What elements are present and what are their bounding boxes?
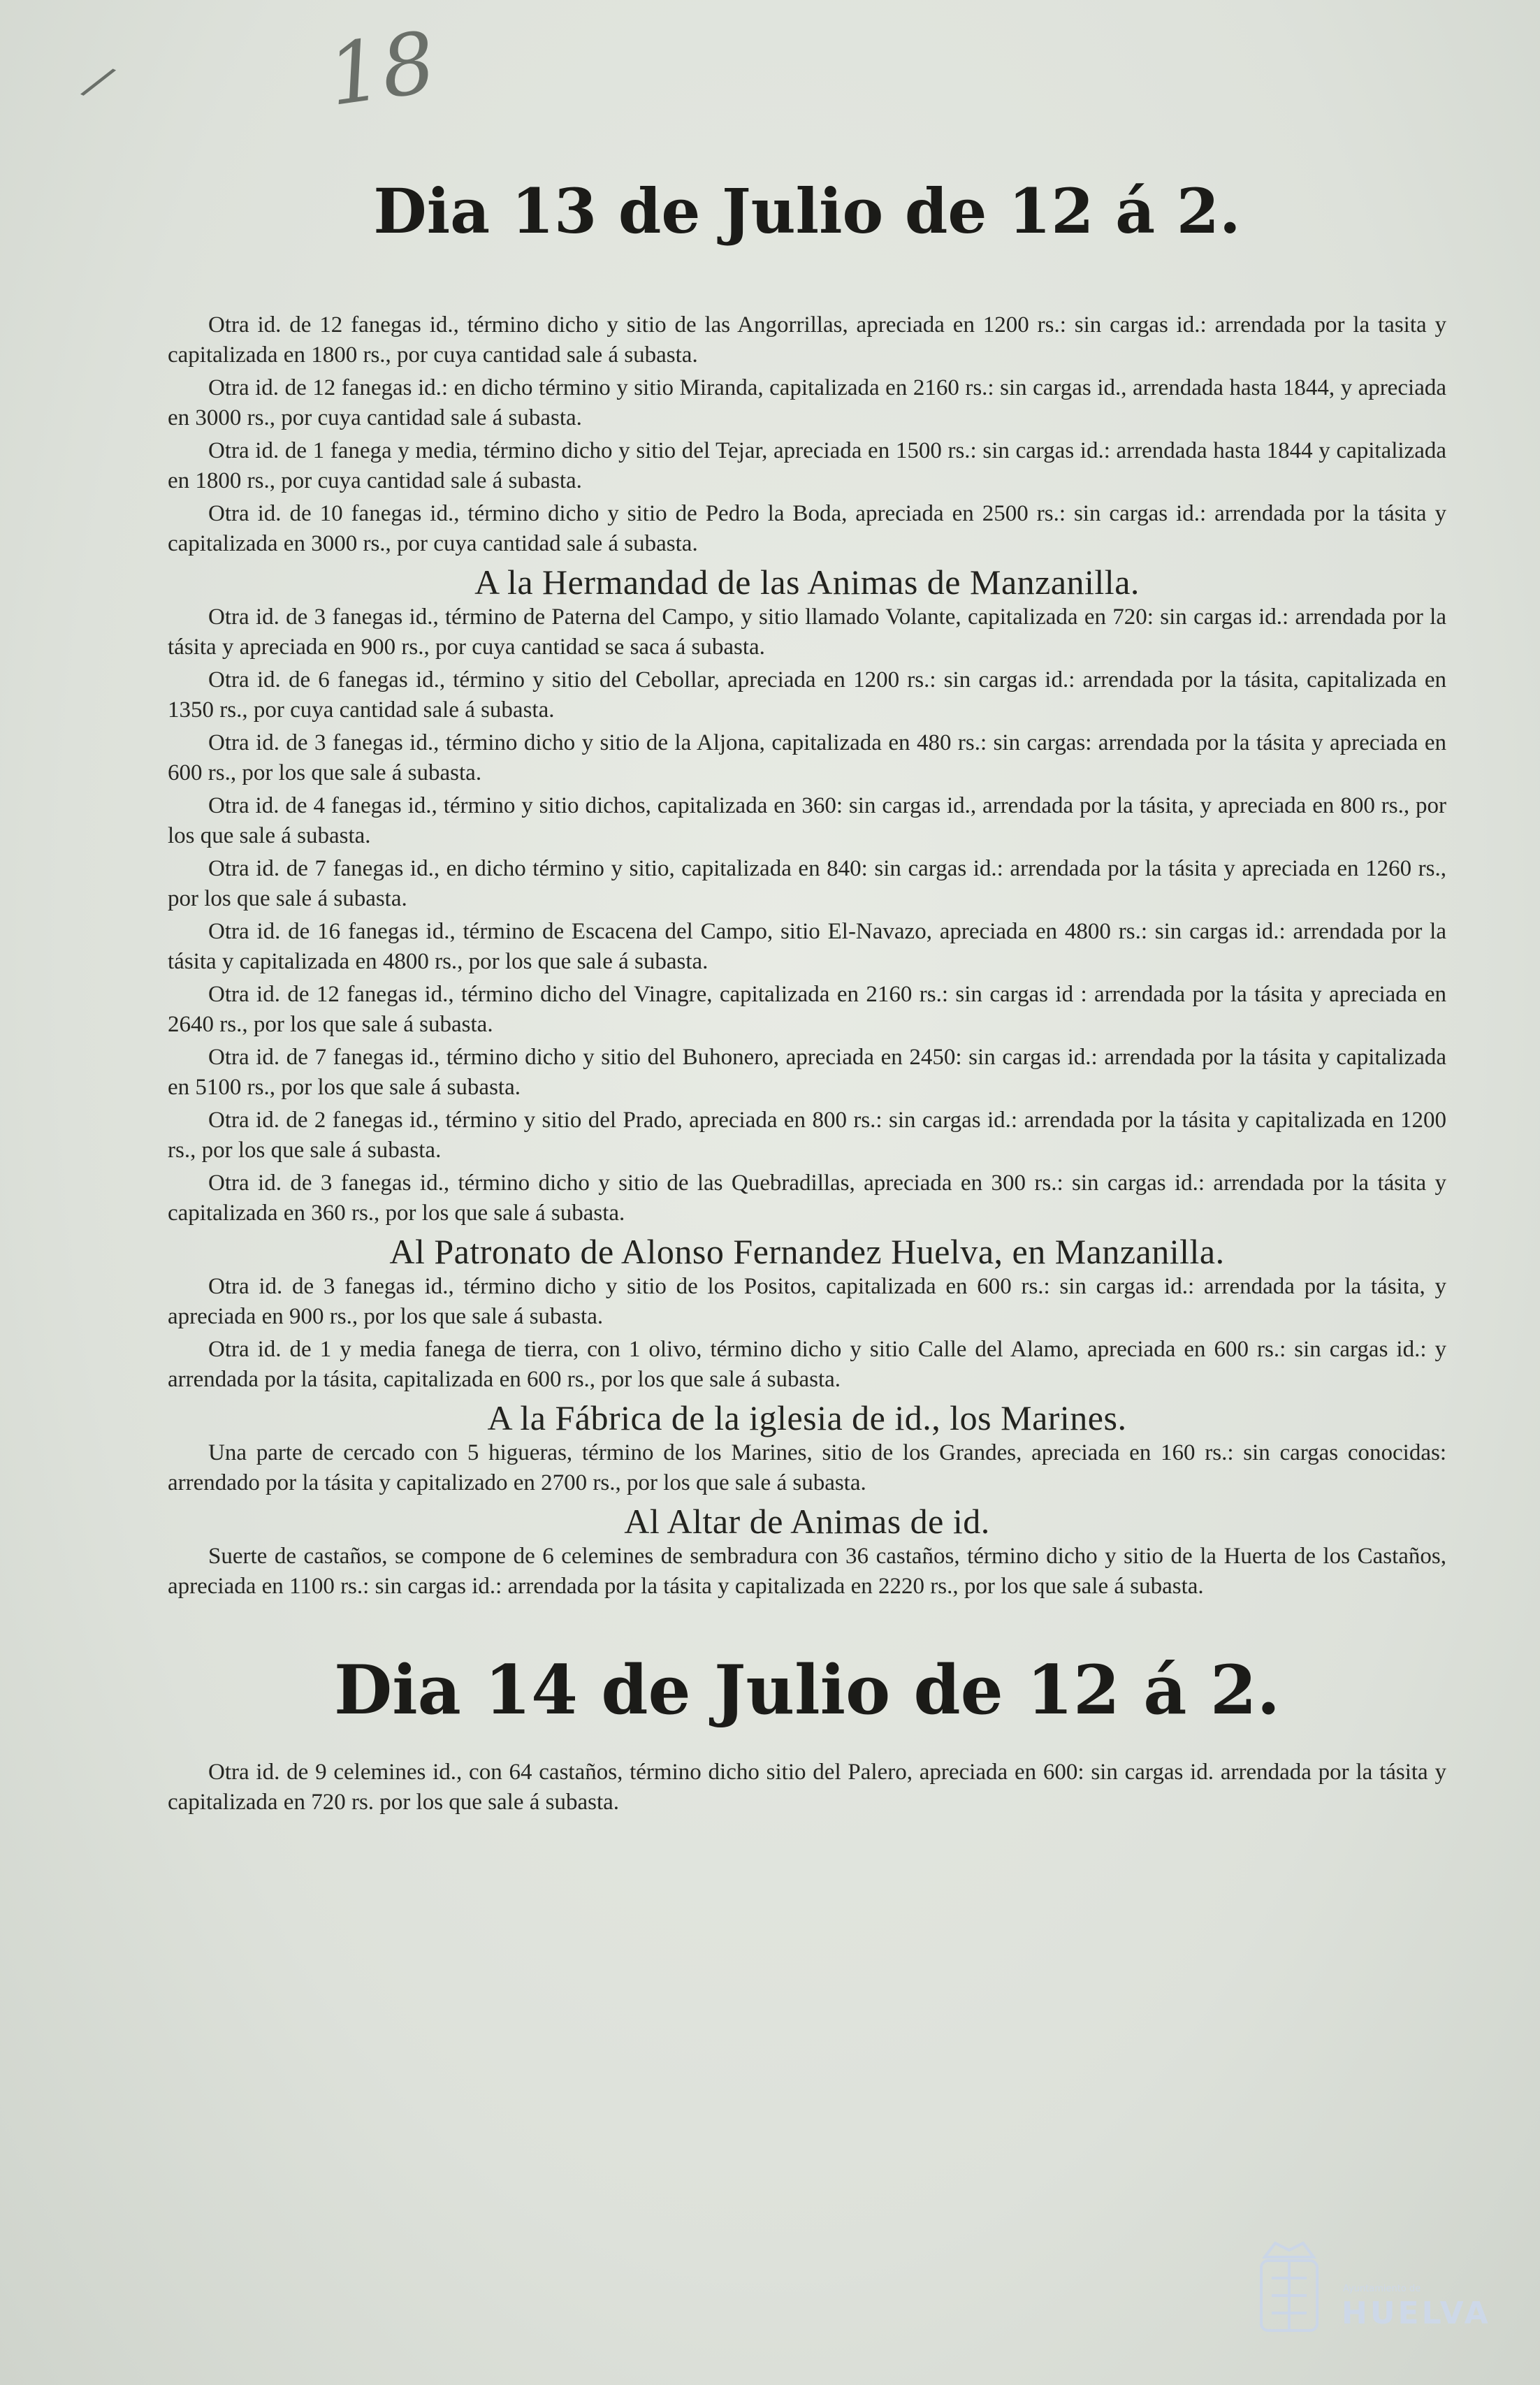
section-hermandad-items (168, 602, 1446, 1228)
list-item: Otra id. de 12 fanegas id., término dicho y sitio de las Angorrillas, apreciada en 1200 rs.: sin cargas id.: arrendada por la tasita y capitalizada en 1800 rs., por cuya cantidad sale á subasta. (168, 312, 1446, 368)
list-item: Otra id. de 4 fanegas id., término y sitio dichos, capitalizada en 360: sin cargas id., arrendada por la tásita, y apreciada en 800 rs., por los que sale á subasta. (168, 793, 1446, 848)
list-item: Otra id. de 7 fanegas id., en dicho término y sitio, capitalizada en 840: sin cargas id.: arrendada por la tásita y apreciada en 1260 rs., por los que sale á subasta. (168, 856, 1446, 911)
list-item: Otra id. de 12 fanegas id., término dicho del Vinagre, capitalizada en 2160 rs.: sin cargas id : arrendada por la tásita y apreciada en 2640 rs., por los que sale á subasta. (168, 982, 1446, 1037)
logo-caption: Ayuntamiento de (1343, 2284, 1421, 2294)
list-item: Otra id. de 10 fanegas id., término dicho y sitio de Pedro la Boda, apreciada en 2500 rs.: sin cargas id.: arrendada por la tásita y capitalizada en 3000 rs., por cuya cantidad sale á subasta. (168, 501, 1446, 556)
handwritten-mark: / (80, 55, 117, 109)
list-item: Otra id. de 1 y media fanega de tierra, con 1 olivo, término dicho y sitio Calle del Alamo, apreciada en 600 rs.: sin cargas id.: y arrendada por la tásita, capitalizada en 600 rs., por los que sale á subasta. (168, 1337, 1446, 1392)
list-item: Otra id. de 9 celemines id., con 64 castaños, término dicho sitio del Palero, apreciada en 600: sin cargas id. arrendada por la tásita y capitalizada en 720 rs. por los que sale á subasta. (168, 1760, 1446, 1815)
logo-name: HUELVA (1342, 2296, 1491, 2331)
list-item: Otra id. de 3 fanegas id., término dicho y sitio de los Positos, capitalizada en 600 rs.: sin cargas id.: arrendada por la tásita, y apreciada en 900 rs., por los que sale á subasta. (168, 1274, 1446, 1329)
block-6 (168, 1757, 1446, 1818)
handwritten-page-number: 18 (322, 14, 442, 125)
list-item: Otra id. de 16 fanegas id., término de Escacena del Campo, sitio El-Navazo, apreciada en 4800 rs.: sin cargas id.: arrendada por la tásita y capitalizada en 4800 rs., por los que sale á subasta. (168, 919, 1446, 974)
block-1 (168, 310, 1446, 559)
coat-of-arms-icon (1251, 2229, 1328, 2348)
list-item: Otra id. de 3 fanegas id., término dicho y sitio de la Aljona, capitalizada en 480 rs.: sin cargas: arrendada por la tásita y apreciada en 600 rs., por los que sale á subasta. (168, 730, 1446, 785)
document-body (168, 175, 1446, 1820)
section-heading-patronato: Al Patronato de Alonso Fernandez Huelva, en Manzanilla. (389, 1232, 1225, 1271)
list-item: Otra id. de 2 fanegas id., término y sitio del Prado, apreciada en 800 rs.: sin cargas id.: arrendada por la tásita y capitalizada en 1200 rs., por los que sale á subasta. (168, 1108, 1446, 1163)
list-item: Suerte de castaños, se compone de 6 celemines de sembradura con 36 castaños, término dicho y sitio de la Huerta de los Castaños, apreciada en 1100 rs.: sin cargas id.: arrendada por la tásita y capitalizada en 2220 rs., por los que sale á subasta. (168, 1544, 1446, 1599)
huelva-logo (1251, 2229, 1502, 2362)
list-item: Otra id. de 3 fanegas id., término dicho y sitio de las Quebradillas, apreciada en 300 rs.: sin cargas id.: arrendada por la tásita y capitalizada en 360 rs., por los que sale á subasta. (168, 1170, 1446, 1226)
list-item: Otra id. de 6 fanegas id., término y sitio del Cebollar, apreciada en 1200 rs.: sin cargas id.: arrendada por la tásita, capitalizada en 1350 rs., por cuya cantidad sale á subasta. (168, 667, 1446, 723)
section-altar-items (168, 1542, 1446, 1602)
day-heading-13: Dia 13 de Julio de 12 á 2. (373, 175, 1241, 247)
list-item: Otra id. de 7 fanegas id., término dicho y sitio del Buhonero, apreciada en 2450: sin cargas id.: arrendada por la tásita y capitalizada en 5100 rs., por los que sale á subasta. (168, 1045, 1446, 1100)
section-fabrica-items (168, 1438, 1446, 1498)
list-item: Una parte de cercado con 5 higueras, término de los Marines, sitio de los Grandes, apreciada en 160 rs.: sin cargas conocidas: arrendado por la tásita y capitalizado en 2700 rs., por los que sale á subasta. (168, 1440, 1446, 1495)
section-heading-hermandad: A la Hermandad de las Animas de Manzanilla. (474, 563, 1140, 602)
list-item: Otra id. de 1 fanega y media, término dicho y sitio del Tejar, apreciada en 1500 rs.: sin cargas id.: arrendada hasta 1844 y capitalizada en 1800 rs., por cuya cantidad sale á subasta. (168, 438, 1446, 493)
section-heading-altar: Al Altar de Animas de id. (624, 1502, 990, 1541)
day-heading-14: Dia 14 de Julio de 12 á 2. (333, 1651, 1281, 1730)
list-item: Otra id. de 12 fanegas id.: en dicho término y sitio Miranda, capitalizada en 2160 rs.: sin cargas id., arrendada hasta 1844, y apreciada en 3000 rs., por cuya cantidad sale á subasta. (168, 375, 1446, 430)
section-heading-fabrica: A la Fábrica de la iglesia de id., los Marines. (487, 1398, 1127, 1437)
list-item: Otra id. de 3 fanegas id., término de Paterna del Campo, y sitio llamado Volante, capitalizada en 720: sin cargas id.: arrendada por la tásita y apreciada en 900 rs., por cuya cantidad se saca á subasta. (168, 604, 1446, 660)
section-patronato-items (168, 1272, 1446, 1395)
